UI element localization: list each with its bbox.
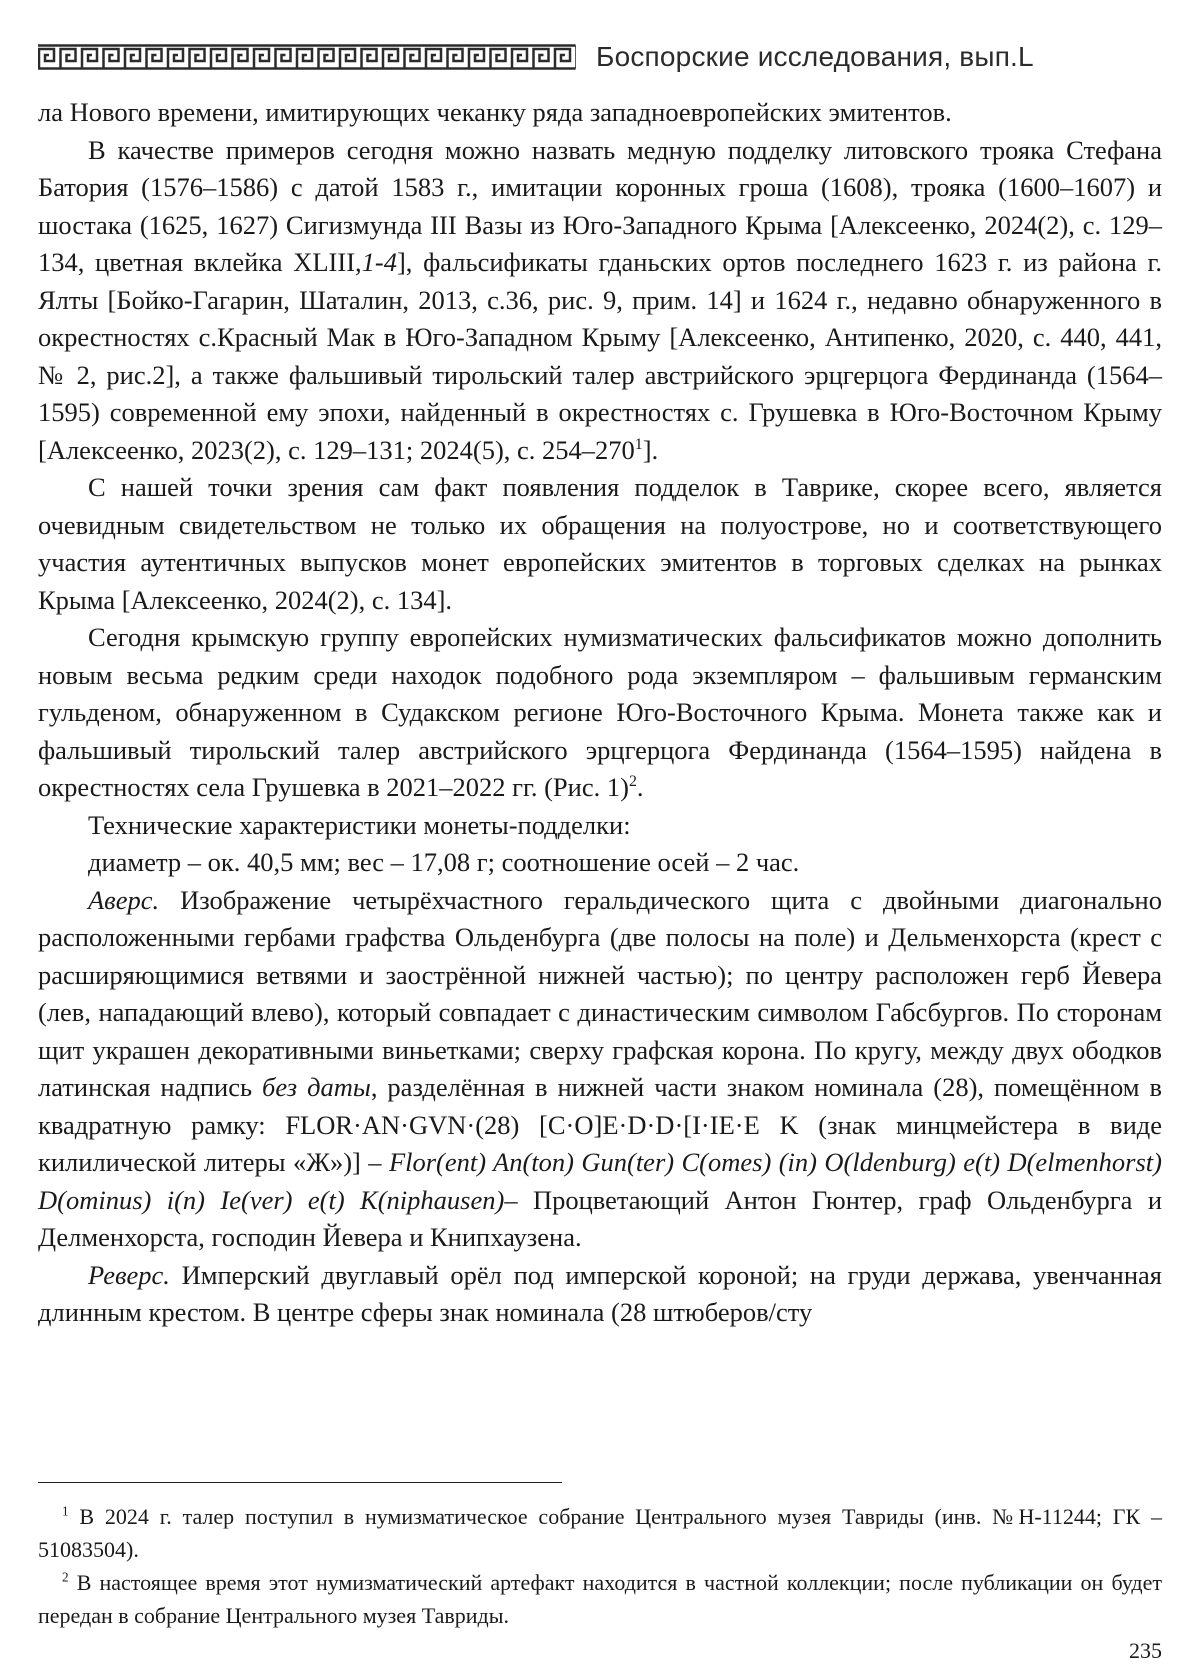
meander-unit [297, 49, 312, 69]
meander-unit [168, 49, 183, 69]
meander-unit [61, 49, 76, 69]
paragraph-text: ], фальсификаты гданьских ортов последнего 1623 г. из района г. Ялты [Бойко-Гагарин, Шаталин, 2013, с.36, рис. 9, прим. 14] и 1624 г., недавно обнаруженного в окрестностях с.Красный Мак в Юго-Западном Крыму [Алексеенко, Антипенко, 2020, с. 440, 441, № 2, рис.2], а также фальшивый тирольский талер австрийского эрцгерцога Фердинанда (1564–1595) современной ему эпохи, найденный в окрестностях с. Грушевка в Юго-Восточном Крыму [Алексеенко, 2023(2), с. 129–131; 2024(5), с. 254–270 [38, 247, 1162, 465]
meander-unit [125, 49, 140, 69]
footnote-number: 1 [62, 1503, 69, 1519]
meander-unit [555, 49, 570, 69]
meander-unit [340, 49, 355, 69]
footnote-ref[interactable]: 2 [628, 773, 637, 791]
greek-meander-ornament-icon [38, 44, 576, 70]
meander-unit [448, 49, 463, 69]
italic-reference: 1-4 [361, 247, 397, 277]
meander-unit [469, 49, 484, 69]
spec-title-text: Технические характеристики монеты-подделки: [88, 809, 631, 840]
meander-unit [104, 49, 119, 69]
footnote-text: В настоящее время этот нумизматический артефакт находится в частной коллекции; после публикации он будет передан в собрание Центрального музея Тавриды. [38, 1570, 1162, 1628]
footnote-divider [38, 1482, 562, 1483]
meander-unit [383, 49, 398, 69]
journal-title: Боспорские исследования, вып.L [596, 41, 1034, 72]
revers-label: Реверс. [88, 1259, 170, 1290]
meander-unit [39, 49, 54, 69]
meander-unit [147, 49, 162, 69]
meander-unit [362, 49, 377, 69]
italic-phrase: без даты [262, 1072, 371, 1102]
paragraph-text: ]. [642, 434, 659, 465]
article-body [38, 94, 1162, 1332]
paragraph-new-find [38, 619, 1162, 807]
paragraph-text: С нашей точки зрения сам факт появления подделок в Таврике, скорее всего, является очевидным свидетельством не только их обращения на полуострове, но и соответствующего участия аутентичных выпусков монет европейских эмитентов в торговых сделках на рынках Крыма [Алексеенко, 2024(2), с. 134]. [38, 472, 1162, 615]
italic-legend: Flor(ent) An(ton) Gun(ter) C(omes) (in) O(ldenburg) e(t) D(elmenhorst) D(ominus) i(n) Ie(ver) e(t) K(niphausen) [38, 1147, 1162, 1215]
meander-unit [211, 49, 226, 69]
paragraph-text: – Процветающий Антон Гюнтер, граф Ольденбурга и Делменхорста, господин Йевера и Книпхаузена. [38, 1184, 1162, 1252]
footnote-number: 2 [62, 1569, 69, 1585]
avers-label: Аверс. [88, 884, 160, 915]
paragraph-continuation [38, 94, 1162, 132]
footnote-text: В 2024 г. талер поступил в нумизматическое собрание Центрального музея Тавриды (инв. №Н-11244; ГК – 51083504). [38, 1504, 1162, 1562]
meander-unit [190, 49, 205, 69]
paragraph-examples [38, 132, 1162, 470]
footnote-2 [38, 1566, 1162, 1632]
meander-unit [254, 49, 269, 69]
meander-unit [512, 49, 527, 69]
paragraph-text: Сегодня крымскую группу европейских нумизматических фальсификатов можно дополнить новым весьма редким среди находок подобного рода экземпляром – фальшивым германским гульденом, обнаруженном в Судакском регионе Юго-Восточного Крыма. Монета также как и фальшивый тирольский талер австрийского эрцгерцога Фердинанда (1564–1595) найдена в окрестностях села Грушевка в 2021–2022 гг. (Рис. 1) [38, 622, 1162, 802]
spec-values-text: диаметр – ок. 40,5 мм; вес – 17,08 г; соотношение осей – 2 час. [88, 847, 800, 877]
spec-values [38, 844, 1162, 882]
footnote-1 [38, 1500, 1162, 1566]
meander-unit [491, 49, 506, 69]
meander-unit [426, 49, 441, 69]
footnote-ref[interactable]: 1 [634, 435, 643, 453]
paragraph-text: Имперский двуглавый орёл под имперской короной; на груди держава, увенчанная длинным крестом. В центре сферы знак номинала (28 штюберов/сту [38, 1259, 1162, 1327]
paragraph-text: , разделённая в нижней части знаком номинала (28), помещённом в квадратную рамку: FLOR·AN·GVN·(28) [C·O]E·D·D·[I·IE·E K (знак минцмейстера в виде килилической литеры «Ж»)] – [38, 1072, 1162, 1177]
page-number: 235 [1129, 1638, 1162, 1663]
meander-unit [534, 49, 549, 69]
spec-title [38, 807, 1162, 845]
paragraph-avers [38, 882, 1162, 1257]
meander-unit [276, 49, 291, 69]
meander-unit [233, 49, 248, 69]
footnotes [38, 1500, 1162, 1632]
paragraph-revers [38, 1257, 1162, 1332]
paragraph-text: ла Нового времени, имитирующих чеканку ряда западноевропейских эмитентов. [38, 97, 952, 127]
meander-unit [319, 49, 334, 69]
paragraph-text: Изображение четырёхчастного геральдического щита с двойными диагонально расположенными гербами графства Ольденбурга (две полосы на поле) и Дельменхорста (крест с расширяющимися ветвями и заострённой нижней частью); по центру расположен герб Йевера (лев, нападающий влево), который совпадает с династическим символом Габсбургов. По сторонам щит украшен декоративными виньетками; сверху графская корона. По кругу, между двух ободков латинская надпись [38, 884, 1162, 1102]
meander-unit [82, 49, 97, 69]
running-header [38, 40, 1162, 74]
paragraph-text: В качестве примеров сегодня можно назвать медную подделку литовского трояка Стефана Батория (1576–1586) с датой 1583 г., имитации коронных гроша (1608), трояка (1600–1607) и шостака (1625, 1627) Сигизмунда III Вазы из Юго-Западного Крыма [Алексеенко, 2024(2), с. 129–134, цветная вклейка XLIII, [38, 134, 1162, 277]
meander-unit [405, 49, 420, 69]
paragraph-text: . [636, 772, 644, 802]
paragraph-viewpoint [38, 469, 1162, 619]
